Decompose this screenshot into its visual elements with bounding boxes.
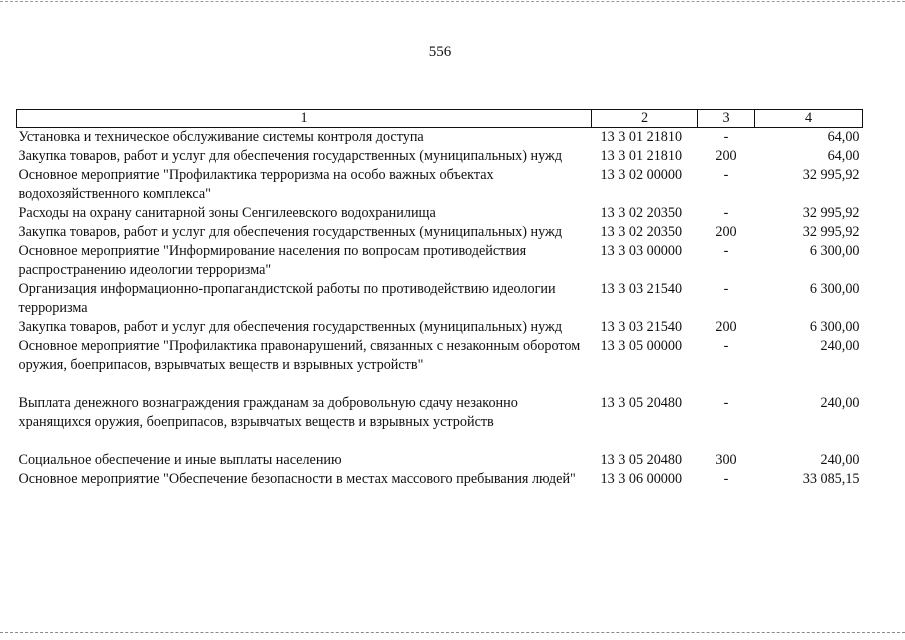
row-name: Основное мероприятие "Обеспечение безопасности в местах массового пребывания людей": [18, 471, 576, 487]
row-type: -: [723, 167, 729, 183]
row-code: 13 3 03 21540: [600, 281, 683, 297]
row-amount: 32 995,92: [802, 167, 860, 183]
scan-bottom-edge: [0, 632, 905, 633]
row-amount: 240,00: [820, 338, 860, 354]
row-code: 13 3 02 20350: [600, 224, 683, 240]
row-amount: 64,00: [827, 148, 860, 164]
scan-top-edge: [0, 1, 905, 2]
row-amount: 32 995,92: [802, 224, 860, 240]
row-name: Социальное обеспечение и иные выплаты населению: [18, 452, 342, 468]
page-number: 556: [428, 44, 452, 60]
row-code: 13 3 05 20480: [600, 395, 683, 411]
budget-table: [16, 109, 863, 489]
header-col-3: 3: [698, 110, 755, 128]
header-col-2: 2: [592, 110, 698, 128]
table-row: [17, 166, 863, 204]
row-code: 13 3 06 00000: [600, 471, 683, 487]
row-type: 200: [715, 224, 737, 240]
row-name: Расходы на охрану санитарной зоны Сенгилеевского водохранилища: [18, 205, 436, 221]
row-amount: 33 085,15: [802, 471, 860, 487]
table-row: [17, 470, 863, 489]
row-name: Закупка товаров, работ и услуг для обеспечения государственных (муниципальных) нужд: [18, 148, 563, 164]
row-amount: 64,00: [827, 129, 860, 145]
row-code: 13 3 01 21810: [600, 129, 683, 145]
row-type: 300: [715, 452, 737, 468]
header-col-1: 1: [17, 110, 592, 128]
table-row: [17, 147, 863, 166]
row-name: Основное мероприятие "Профилактика правонарушений, связанных с незаконным оборотом оружия, боеприпасов, взрывчатых веществ и взрывных устройств": [18, 338, 581, 373]
row-amount: 6 300,00: [809, 243, 860, 259]
table-row: [17, 128, 863, 148]
table-row: [17, 280, 863, 318]
row-name: Основное мероприятие "Информирование населения по вопросам противодействия распространению идеологии терроризма": [18, 243, 527, 278]
table-header-row: [17, 110, 863, 128]
row-code: 13 3 03 00000: [600, 243, 683, 259]
row-name: Организация информационно-пропагандистской работы по противодействию идеологии терроризма: [18, 281, 556, 316]
row-type: -: [723, 471, 729, 487]
row-code: 13 3 05 00000: [600, 338, 683, 354]
row-name: Закупка товаров, работ и услуг для обеспечения государственных (муниципальных) нужд: [18, 224, 563, 240]
row-amount: 6 300,00: [809, 281, 860, 297]
row-name: Закупка товаров, работ и услуг для обеспечения государственных (муниципальных) нужд: [18, 319, 563, 335]
table-row: [17, 223, 863, 242]
table-row: [17, 451, 863, 470]
row-code: 13 3 02 00000: [600, 167, 683, 183]
table-row: [17, 394, 863, 451]
table-row: [17, 204, 863, 223]
row-type: -: [723, 243, 729, 259]
row-name: Выплата денежного вознаграждения гражданам за добровольную сдачу незаконно хранящихся оружия, боеприпасов, взрывчатых веществ и взрывных устройств: [18, 395, 518, 430]
row-amount: 240,00: [820, 395, 860, 411]
row-code: 13 3 05 20480: [600, 452, 683, 468]
row-code: 13 3 03 21540: [600, 319, 683, 335]
row-type: -: [723, 338, 729, 354]
row-amount: 6 300,00: [809, 319, 860, 335]
row-amount: 240,00: [820, 452, 860, 468]
row-type: -: [723, 205, 729, 221]
row-type: 200: [715, 148, 737, 164]
table-row: [17, 337, 863, 394]
row-name: Основное мероприятие "Профилактика терроризма на особо важных объектах водохозяйственного комплекса": [18, 167, 494, 202]
row-name: Установка и техническое обслуживание системы контроля доступа: [18, 129, 424, 145]
row-amount: 32 995,92: [802, 205, 860, 221]
row-type: -: [723, 395, 729, 411]
row-type: -: [723, 281, 729, 297]
row-type: 200: [715, 319, 737, 335]
row-code: 13 3 01 21810: [600, 148, 683, 164]
header-col-4: 4: [755, 110, 863, 128]
row-type: -: [723, 129, 729, 145]
table-row: [17, 318, 863, 337]
table-row: [17, 242, 863, 280]
row-code: 13 3 02 20350: [600, 205, 683, 221]
